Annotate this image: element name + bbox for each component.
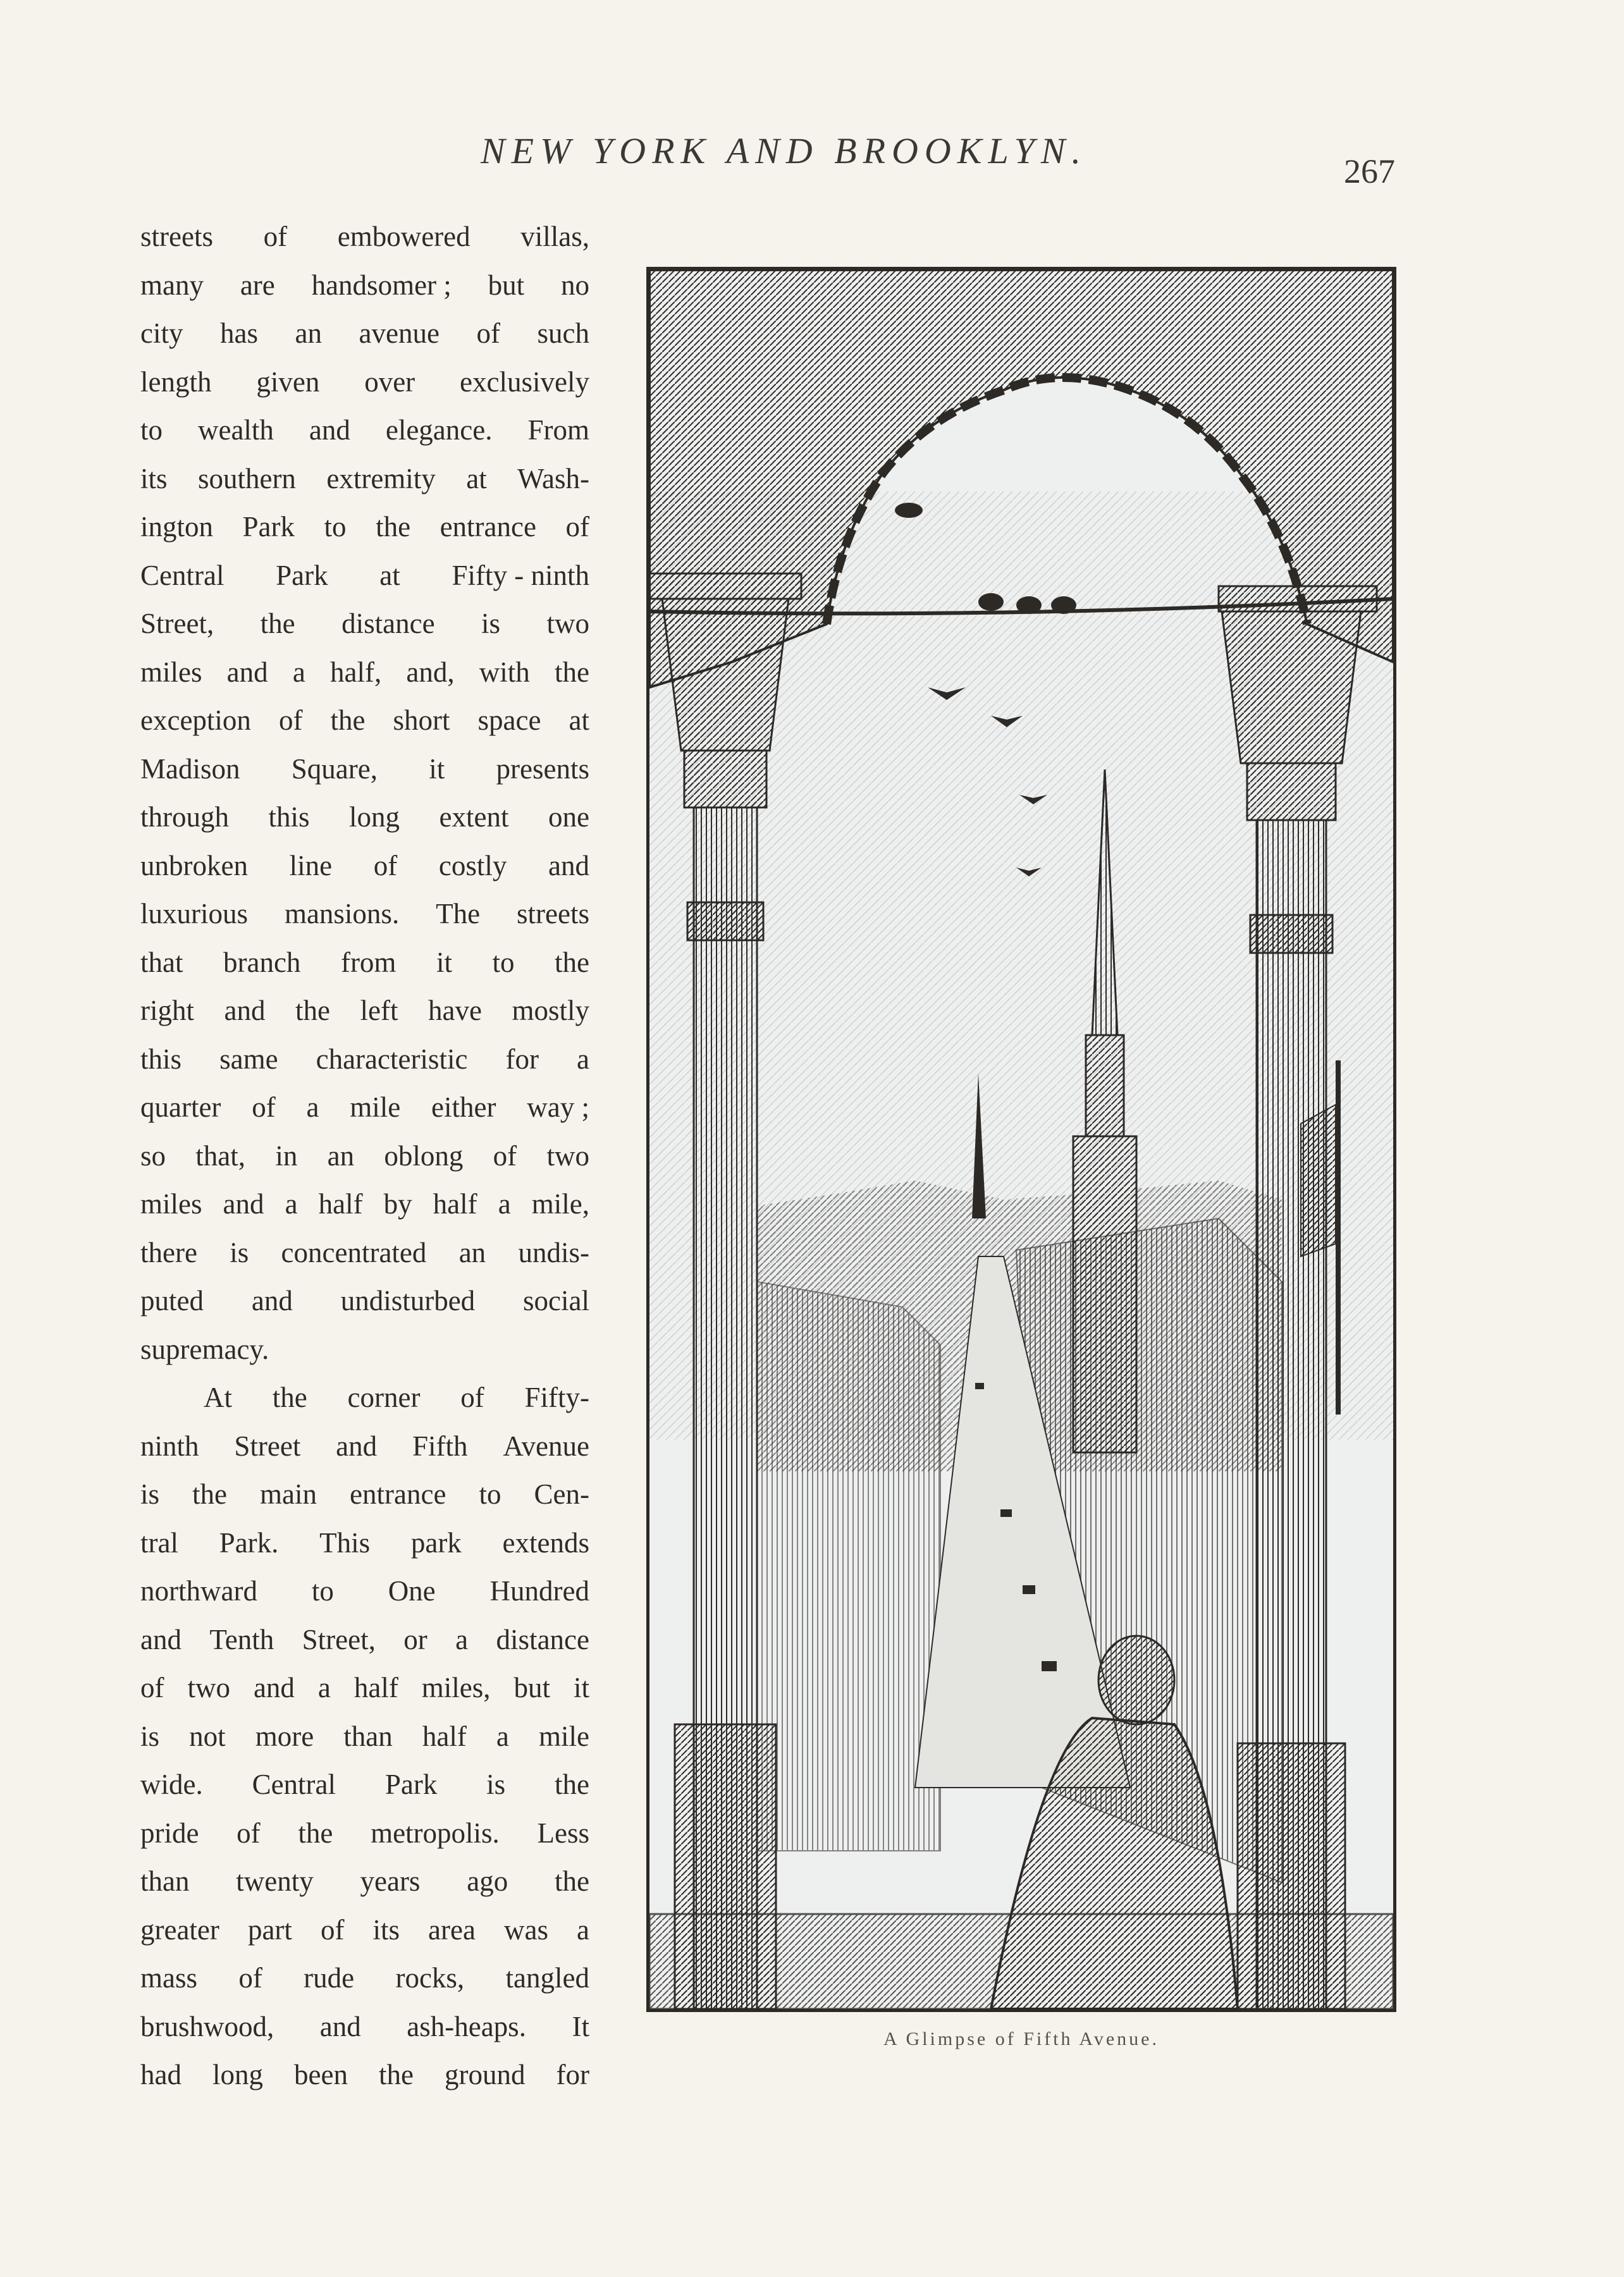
word: at [379, 559, 400, 591]
text-line [140, 696, 589, 745]
word: half, [329, 656, 382, 688]
word: short [393, 704, 450, 736]
word: so [140, 1139, 166, 1172]
text-line [140, 1567, 589, 1616]
word: half [318, 1188, 363, 1220]
word: Cen- [534, 1478, 589, 1510]
word: Avenue [503, 1430, 589, 1462]
word: From [527, 414, 589, 446]
word: ago [467, 1865, 508, 1897]
word: way ; [527, 1091, 589, 1123]
word: Street, [302, 1623, 376, 1655]
word: wide. [140, 1769, 203, 1800]
text-line [140, 503, 589, 551]
word: many [140, 269, 204, 301]
word: ground [445, 2059, 526, 2090]
word: it [573, 1672, 589, 1703]
word: of [237, 1817, 261, 1849]
word: Tenth [209, 1623, 274, 1655]
word: a [496, 1720, 509, 1752]
text-line [140, 599, 589, 648]
word: an [327, 1139, 355, 1172]
word: At [204, 1382, 232, 1413]
word: extent [439, 801, 509, 833]
page-number: 267 [1344, 152, 1395, 190]
word: a [285, 1188, 298, 1220]
text-line [140, 1373, 589, 1422]
word: puted [140, 1285, 204, 1316]
word: the [330, 704, 366, 736]
word: avenue [359, 317, 440, 349]
text-line [140, 2003, 589, 2051]
word: the [379, 2059, 414, 2090]
word: at [569, 704, 589, 736]
word: is [140, 1720, 160, 1752]
word: greater [140, 1913, 219, 1946]
word: over [364, 365, 415, 398]
word: there [140, 1236, 197, 1268]
word: miles, [421, 1672, 491, 1703]
text-line [140, 406, 589, 455]
word: is [230, 1236, 249, 1268]
word: a [306, 1091, 319, 1123]
word: that [140, 946, 183, 978]
word: given [256, 365, 320, 398]
text-line [140, 1083, 589, 1132]
word: Park [276, 559, 328, 591]
word: such [537, 317, 589, 349]
word: than [343, 1720, 393, 1752]
text-line [140, 1422, 589, 1471]
word: twenty [236, 1865, 314, 1897]
word: half [422, 1720, 467, 1752]
word: Park. [219, 1526, 279, 1559]
word: of [373, 849, 398, 881]
word: to [324, 511, 347, 543]
text-line [140, 1519, 589, 1568]
word: miles [140, 1188, 202, 1220]
word: and, [406, 656, 455, 688]
word: streets [140, 221, 213, 252]
word: of [238, 1962, 262, 1994]
word: of [493, 1139, 517, 1172]
word: quarter [140, 1091, 221, 1123]
word: of [476, 317, 500, 349]
word: of [140, 1672, 164, 1703]
word: two [546, 608, 589, 639]
word: half [354, 1672, 398, 1703]
word: mansions. [284, 898, 400, 930]
word: mile [539, 1720, 589, 1752]
body-text-column [140, 212, 589, 2099]
word: mile, [531, 1188, 589, 1220]
word: Park [384, 1769, 438, 1800]
word: of [320, 1913, 345, 1946]
word: This [319, 1526, 371, 1559]
word: distance [341, 608, 435, 639]
word: to [311, 1575, 334, 1607]
word: of [278, 704, 303, 736]
word: oblong [384, 1139, 464, 1172]
word: corner [347, 1382, 421, 1413]
word: that, [195, 1139, 246, 1172]
word: was [503, 1913, 548, 1946]
word: main [260, 1478, 317, 1510]
word: space [477, 704, 541, 736]
text-line [140, 212, 589, 261]
text-line [140, 842, 589, 890]
word: of [565, 511, 589, 543]
text-line [140, 1470, 589, 1519]
word: undisturbed [340, 1285, 476, 1316]
word: costly [438, 849, 507, 881]
word: brushwood, [140, 2010, 274, 2042]
word: streets [517, 898, 589, 930]
word: by [383, 1188, 412, 1220]
word: is [481, 608, 501, 639]
word: the [298, 1817, 333, 1849]
word: with [479, 656, 530, 688]
text-line [140, 1132, 589, 1181]
text-line [140, 648, 589, 697]
word: through [140, 801, 229, 833]
text-line [140, 358, 589, 407]
word: undis- [518, 1236, 589, 1268]
word: branch [223, 946, 301, 978]
text-line [140, 1664, 589, 1712]
word: the [272, 1382, 307, 1413]
word: The [436, 898, 481, 930]
word: villas, [520, 221, 589, 252]
word: northward [140, 1575, 257, 1607]
text-line [140, 1712, 589, 1761]
word: of [460, 1382, 484, 1413]
word: are [240, 269, 275, 301]
word: same [219, 1043, 278, 1075]
word: and [223, 1188, 264, 1220]
word: part [247, 1913, 292, 1946]
engraving-svg [649, 270, 1393, 2009]
word: of [263, 221, 288, 252]
word: and [309, 414, 350, 446]
word: Park [242, 511, 295, 543]
word: the [295, 995, 330, 1026]
word: Fifty - ninth [452, 559, 589, 591]
word: entrance [350, 1478, 446, 1510]
word: presents [496, 752, 589, 785]
text-line [140, 1616, 589, 1664]
word: the [192, 1478, 228, 1510]
word: for [556, 2059, 589, 2090]
word: Central [252, 1769, 336, 1800]
word: ington [140, 511, 214, 543]
word: ash-heaps. [407, 2010, 526, 2042]
word: this [268, 801, 310, 833]
word: embowered [337, 221, 471, 252]
text-line [140, 1760, 589, 1809]
word: than [140, 1865, 190, 1897]
text-line [140, 455, 589, 503]
word: social [523, 1285, 589, 1316]
word: two [546, 1139, 589, 1172]
word: or [403, 1623, 428, 1655]
word: rocks, [395, 1962, 465, 1994]
word: is [140, 1478, 160, 1510]
word: this [140, 1043, 182, 1075]
word: had [140, 2059, 181, 2090]
word: exception [140, 704, 251, 736]
text-line [140, 1035, 589, 1084]
word: Less [537, 1817, 589, 1849]
word: and [224, 995, 266, 1026]
word: it [429, 752, 445, 785]
word: the [260, 608, 295, 639]
word: city [140, 317, 183, 349]
running-head: NEW YORK AND BROOKLYN. [481, 130, 1087, 171]
word: tral [140, 1526, 178, 1559]
word: and [253, 1672, 295, 1703]
word: the [555, 946, 589, 978]
word: have [428, 995, 482, 1026]
word: right [140, 995, 194, 1026]
word: exclusively [460, 365, 589, 398]
word: a [498, 1188, 511, 1220]
word: the [555, 1769, 589, 1800]
word: pride [140, 1817, 199, 1849]
text-line [140, 890, 589, 938]
word: and [140, 1623, 181, 1655]
word: a [455, 1623, 469, 1655]
word: elegance. [385, 414, 493, 446]
word: and [251, 1285, 293, 1316]
word: but [514, 1672, 551, 1703]
word: length [140, 365, 212, 398]
word: entrance [440, 511, 536, 543]
word: for [505, 1043, 539, 1075]
word: a [317, 1672, 331, 1703]
word: southern [197, 462, 296, 494]
word: a [577, 1043, 589, 1075]
word: an [295, 317, 322, 349]
word: Square, [291, 752, 378, 785]
word: and [319, 2010, 361, 2042]
word: One [388, 1575, 436, 1607]
word: is [486, 1769, 506, 1800]
word: concentrated [281, 1236, 427, 1268]
word: luxurious [140, 898, 249, 930]
word: has [220, 317, 258, 349]
word: Fifth [412, 1430, 468, 1462]
word: rude [304, 1962, 355, 1994]
word: either [431, 1091, 496, 1123]
word: distance [496, 1623, 589, 1655]
word: the [554, 1865, 589, 1897]
word: at [466, 462, 487, 494]
text-line [140, 938, 589, 987]
text-line [140, 793, 589, 842]
text-line [140, 1325, 589, 1374]
word: miles [140, 656, 202, 688]
word: long [349, 801, 400, 833]
word: handsomer ; [311, 269, 452, 301]
text-line [140, 1954, 589, 2003]
word: area [428, 1913, 476, 1946]
word: Street, [140, 608, 214, 639]
word: its [372, 1913, 400, 1946]
word: wealth [197, 414, 274, 446]
word: no [560, 269, 589, 301]
word: to [492, 946, 515, 978]
word: Fifty- [524, 1382, 589, 1413]
word: long [212, 2059, 264, 2090]
word: two [187, 1672, 230, 1703]
word: extends [502, 1526, 589, 1559]
text-line [140, 1180, 589, 1229]
text-line [140, 2051, 589, 2099]
text-line [140, 745, 589, 794]
word: one [548, 801, 589, 833]
word: left [360, 995, 398, 1026]
word: more [255, 1720, 314, 1752]
word: tangled [505, 1962, 589, 1994]
word: line [289, 849, 333, 881]
word: Madison [140, 752, 240, 785]
word: Street [234, 1430, 301, 1462]
word: its [140, 462, 168, 494]
text-line [140, 551, 589, 600]
balcony-ledge [649, 1914, 1393, 2009]
text-line [140, 1857, 589, 1906]
word: the [554, 656, 589, 688]
word: ninth [140, 1430, 199, 1462]
word: supremacy. [140, 1333, 269, 1365]
word: an [458, 1236, 486, 1268]
word: characteristic [316, 1043, 468, 1075]
word: a [576, 1913, 589, 1946]
word: but [488, 269, 525, 301]
text-line [140, 309, 589, 358]
word: mostly [512, 995, 589, 1026]
word: park [410, 1526, 462, 1559]
word: a [292, 656, 305, 688]
word: mass [140, 1962, 197, 1994]
word: in [275, 1139, 298, 1172]
word: to [479, 1478, 501, 1510]
word: and [548, 849, 589, 881]
word: from [340, 946, 397, 978]
text-line [140, 986, 589, 1035]
word: metropolis. [371, 1817, 500, 1849]
word: the [376, 511, 411, 543]
word: it [436, 946, 452, 978]
word: Hundred [489, 1575, 589, 1607]
word: half [433, 1188, 477, 1220]
word: extremity [326, 462, 436, 494]
word: mile [350, 1091, 401, 1123]
word: years [360, 1865, 421, 1897]
text-line [140, 261, 589, 310]
word: and [336, 1430, 378, 1462]
word: unbroken [140, 849, 248, 881]
engraving-illustration [646, 267, 1396, 2012]
word: and [226, 656, 268, 688]
left-buildings [757, 1282, 940, 1851]
word: Central [140, 559, 225, 591]
text-line [140, 1277, 589, 1325]
word: been [294, 2059, 348, 2090]
word: not [189, 1720, 226, 1752]
figure-caption: A Glimpse of Fifth Avenue. [883, 2028, 1159, 2049]
word: It [572, 2010, 589, 2042]
text-line [140, 1229, 589, 1277]
text-line [140, 1906, 589, 1955]
word: to [140, 414, 163, 446]
word: of [252, 1091, 276, 1123]
text-line [140, 1809, 589, 1858]
word: Wash- [517, 462, 589, 494]
